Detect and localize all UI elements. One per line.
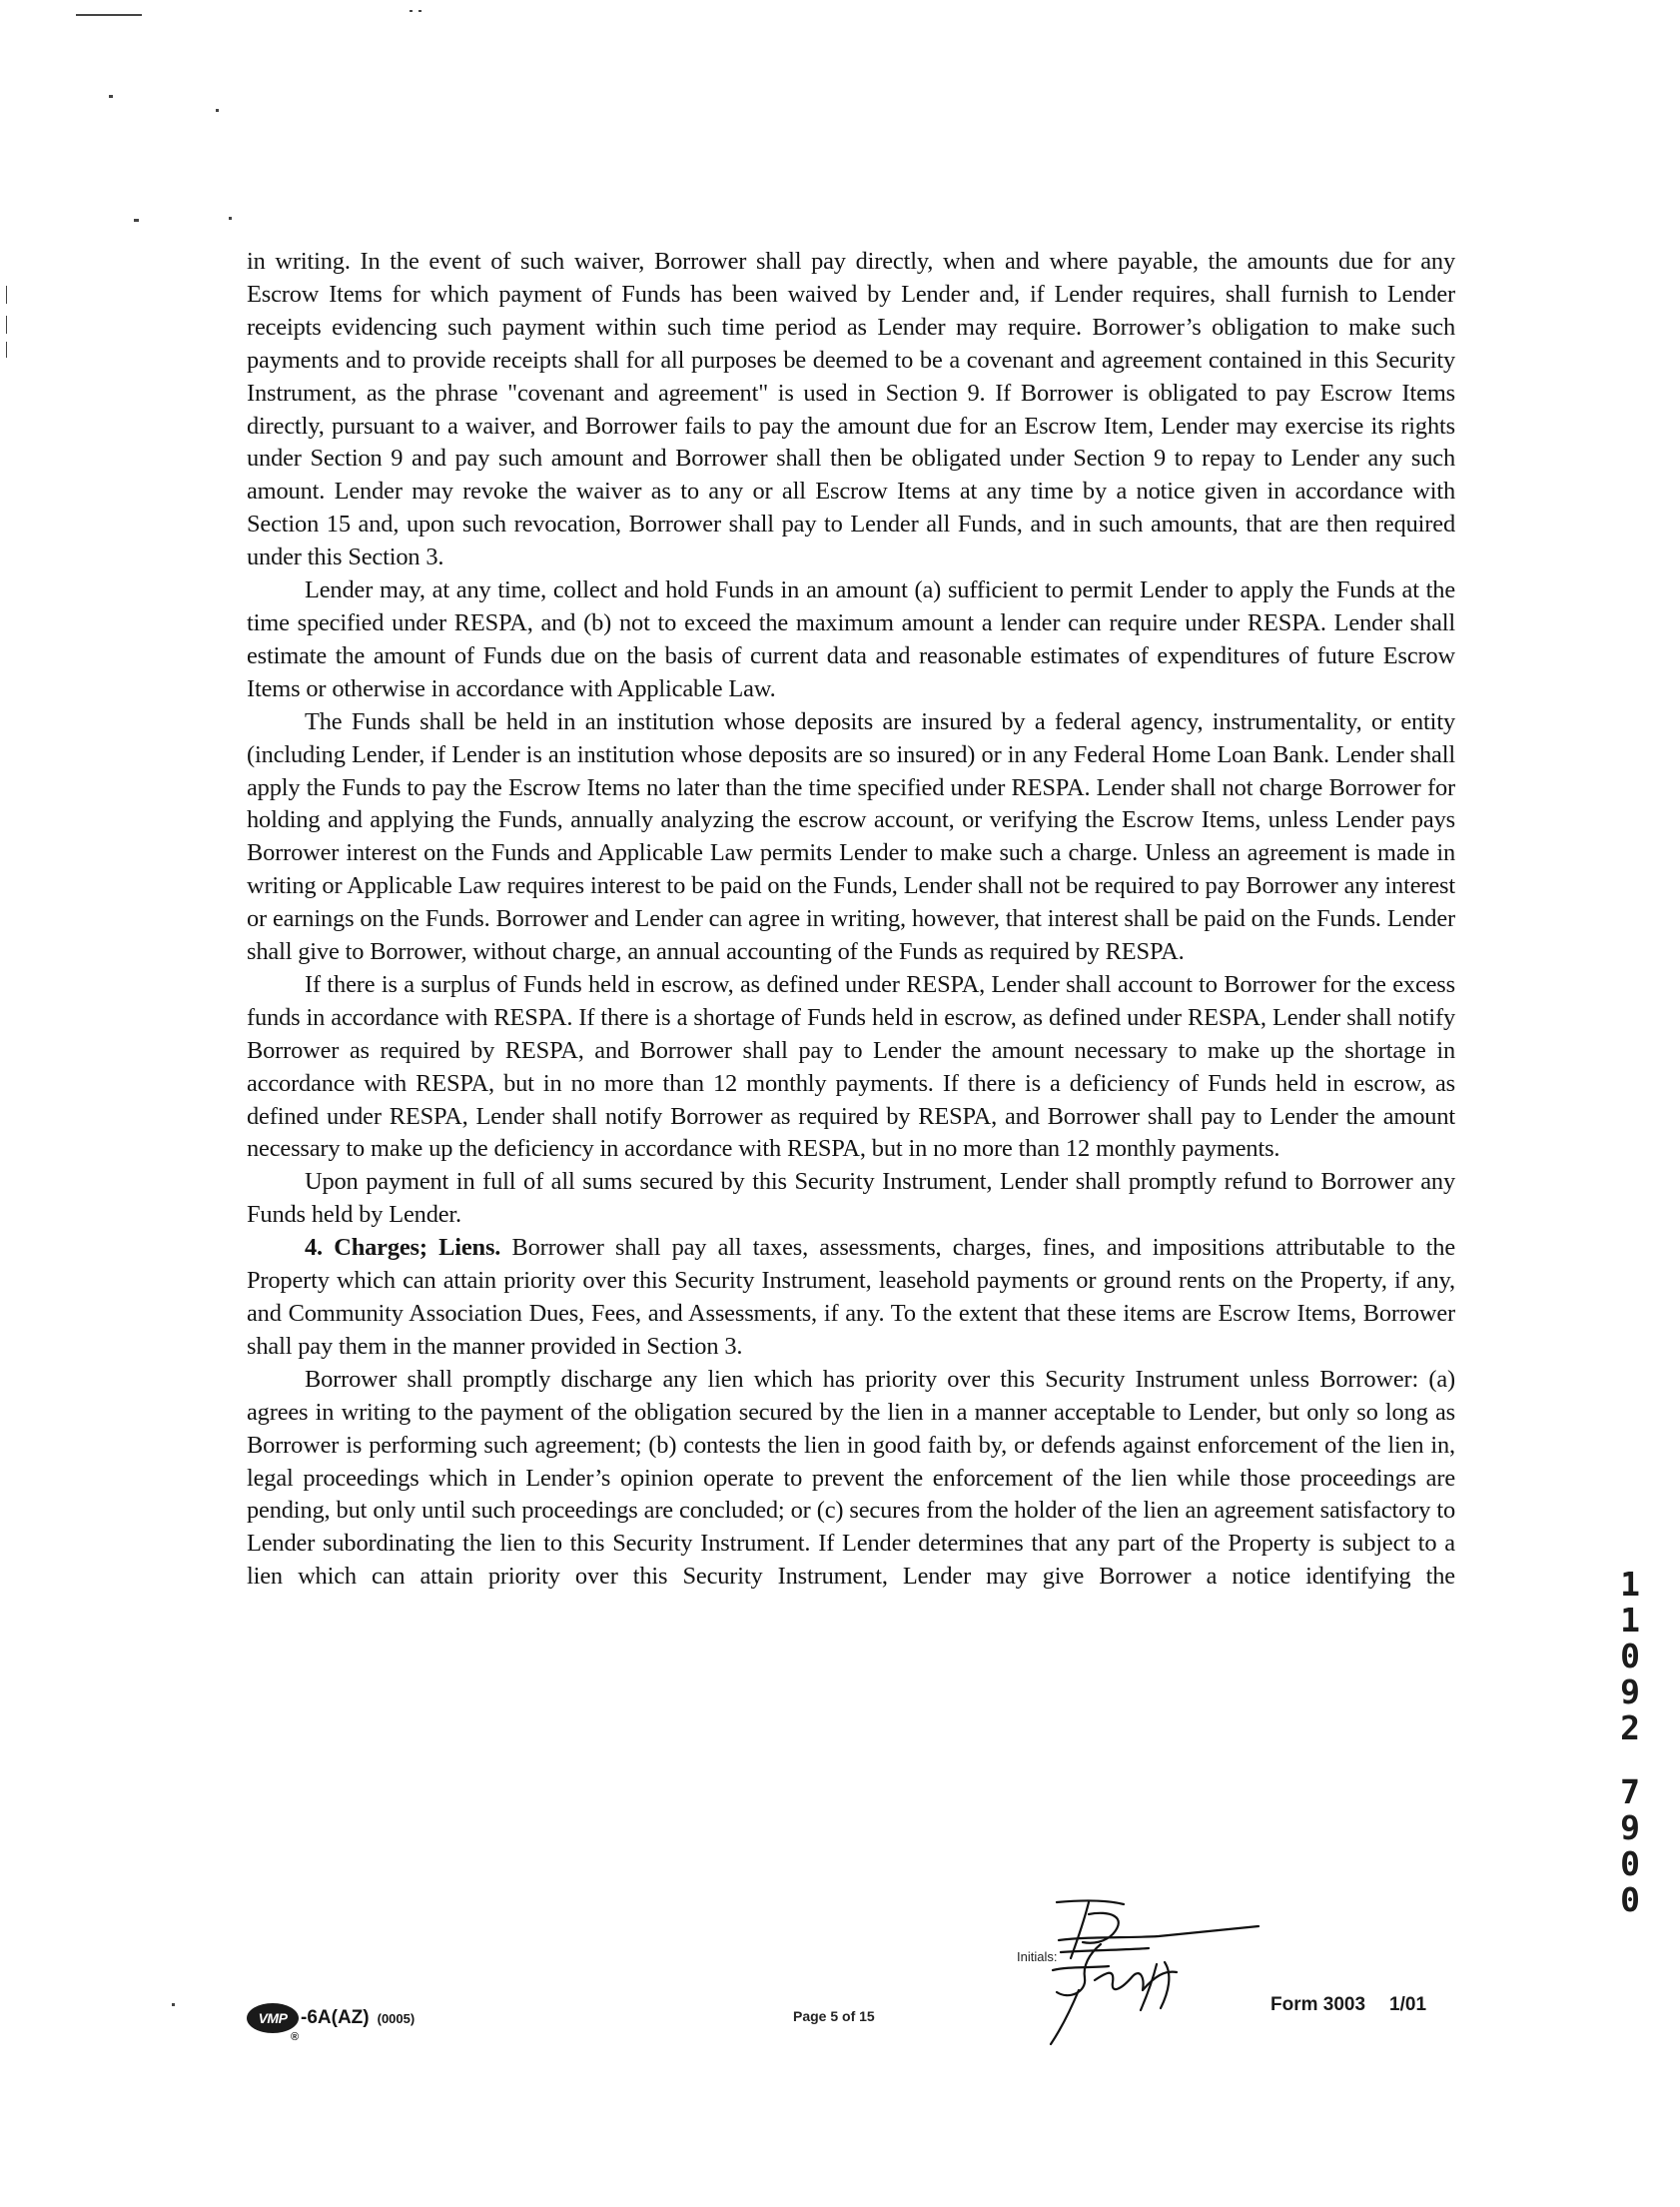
stamp-digit: 9	[1620, 1808, 1640, 1847]
paragraph-charges-liens	[247, 1232, 1455, 1364]
form-code: -6A(AZ)	[301, 2007, 370, 2028]
scan-speck	[229, 217, 232, 220]
paragraph-escrow-waiver: in writing. In the event of such waiver, Borrower shall pay directly, when and where payable, the amounts due for any Escrow Items for which payment of Funds has been waived by Lender and, if Lender requires, shall furnish to Lender receipts evidencing such payment within such time period as Lender may require. Borrower’s obligation to make such payments and to provide receipts shall for all purposes be deemed to be a covenant and agreement contained in this Security Instrument, as the phrase "covenant and agreement" is used in Section 9. If Borrower is obligated to pay Escrow Items directly, pursuant to a waiver, and Borrower fails to pay the amount due for an Escrow Item, Lender may exercise its rights under Section 9 and pay such amount and Borrower shall then be obligated under Section 9 to repay to Lender any such amount. Lender may revoke the waiver as to any or all Escrow Items at any time by a notice given in accordance with Section 15 and, upon such revocation, Borrower shall pay to Lender all Funds, and in such amounts, that are then required under this Section 3.	[247, 248, 1455, 571]
stamp-digit: 2	[1620, 1708, 1640, 1747]
scan-margin-line	[6, 286, 7, 304]
form-number-label: Form 3003	[1270, 1994, 1366, 2015]
initials-stroke	[1161, 1962, 1169, 2008]
form-date: 1/01	[1389, 1994, 1427, 2015]
stamp-digit: 0	[1620, 1637, 1640, 1675]
paragraph-lien-discharge: Borrower shall promptly discharge any lien which has priority over this Security Instrument unless Borrower: (a) agrees in writing to the payment of the obligation secured by the lien in a manner acceptable to Lender, but only so long as Borrower is performing such agreement; (b) contests the lien in good faith by, or defends against enforcement of the lien in, legal proceedings which in Lender’s opinion operate to prevent the enforcement of the lien while those proceedings are pending, but only until such proceedings are concluded; or (c) secures from the holder of the lien an agreement satisfactory to Lender subordinating the lien to this Security Instrument. If Lender determines that any part of the Property is subject to a lien which can attain priority over this Security Instrument, Lender may give Borrower a notice identifying the	[247, 1365, 1455, 1591]
paragraph-funds-collection: Lender may, at any time, collect and hold Funds in an amount (a) sufficient to permit Lender to apply the Funds at the time specified under RESPA, and (b) not to exceed the maximum amount a lender can require under RESPA. Lender shall estimate the amount of Funds due on the basis of current data and reasonable estimates of expenditures of future Escrow Items or otherwise in accordance with Applicable Law.	[247, 576, 1455, 702]
scan-margin-line	[6, 342, 7, 358]
form-number	[1270, 1994, 1426, 2016]
section-text-charges-liens: Borrower shall pay all taxes, assessments, charges, fines, and impositions attributable to the Property which can attain priority over this Security Instrument, leasehold payments or ground rents on the Property, if any, and Community Association Dues, Fees, and Assessments, if any. To the extent that these items are Escrow Items, Borrower shall pay them in the manner provided in Section 3.	[247, 1234, 1455, 1360]
form-revision: (0005)	[377, 2010, 416, 2026]
stamp-digit: 7	[1620, 1772, 1640, 1811]
initials-stroke	[1051, 1990, 1079, 2044]
scan-speck	[172, 2003, 175, 2006]
page-number: Page 5 of 15	[793, 2008, 875, 2024]
registered-mark: ®	[291, 2031, 299, 2043]
initials-stroke	[1053, 1966, 1109, 1970]
initials-stroke	[1095, 1972, 1177, 1990]
vmp-logo	[247, 2003, 299, 2043]
paragraph-surplus-shortage: If there is a surplus of Funds held in escrow, as defined under RESPA, Lender shall account to Borrower for the excess funds in accordance with RESPA. If there is a shortage of Funds held in escrow, as defined under RESPA, Lender shall notify Borrower as required by RESPA, and Borrower shall pay to Lender the amount necessary to make up the shortage in accordance with RESPA, but in no more than 12 monthly payments. If there is a deficiency of Funds held in escrow, as defined under RESPA, Lender shall notify Borrower as required by RESPA, and Borrower shall pay to Lender the amount necessary to make up the deficiency in accordance with RESPA, but in no more than 12 monthly payments.	[247, 970, 1455, 1163]
stamp-digit: 9	[1620, 1672, 1640, 1711]
scan-speck	[134, 219, 139, 222]
stamp-digit: 1	[1620, 1601, 1640, 1640]
scan-speck	[216, 109, 219, 112]
initials-label: Initials:	[1017, 1949, 1058, 1964]
initials-stroke	[1057, 1900, 1124, 1904]
scan-speck	[410, 10, 413, 12]
scan-speck	[419, 10, 421, 12]
stamp-digit: 0	[1620, 1844, 1640, 1883]
stamp-digit: 1	[1620, 1565, 1640, 1604]
scan-margin-line	[6, 316, 7, 334]
recording-stamp-number	[1612, 1567, 1648, 1918]
paragraph-refund: Upon payment in full of all sums secured by this Security Instrument, Lender shall promptly refund to Borrower any Funds held by Lender.	[247, 1168, 1455, 1229]
vmp-logo-text: VMP	[258, 2010, 288, 2026]
paragraph-funds-institution: The Funds shall be held in an institution whose deposits are insured by a federal agency, instrumentality, or entity (including Lender, if Lender is an institution whose deposits are so insured) or in any Federal Home Loan Bank. Lender shall apply the Funds to pay the Escrow Items no later than the time specified under RESPA. Lender shall not charge Borrower for holding and applying the Funds, annually analyzing the escrow account, or verifying the Escrow Items, unless Lender pays Borrower interest on the Funds and Applicable Law permits Lender to make such a charge. Unless an agreement is made in writing or Applicable Law requires interest to be paid on the Funds, Lender shall not be required to pay Borrower any interest or earnings on the Funds. Borrower and Lender can agree in writing, however, that interest shall be paid on the Funds. Lender shall give to Borrower, without charge, an annual accounting of the Funds as required by RESPA.	[247, 707, 1455, 966]
scan-speck	[109, 95, 113, 98]
stamp-digit: 0	[1620, 1880, 1640, 1919]
initials-stroke	[1059, 1926, 1259, 1940]
form-identifier	[247, 1998, 416, 2043]
section-heading-charges-liens: 4. Charges; Liens.	[305, 1234, 501, 1262]
document-body	[247, 246, 1455, 1594]
initials-signature	[1049, 1896, 1278, 2046]
scan-mark-top-line	[76, 14, 142, 16]
